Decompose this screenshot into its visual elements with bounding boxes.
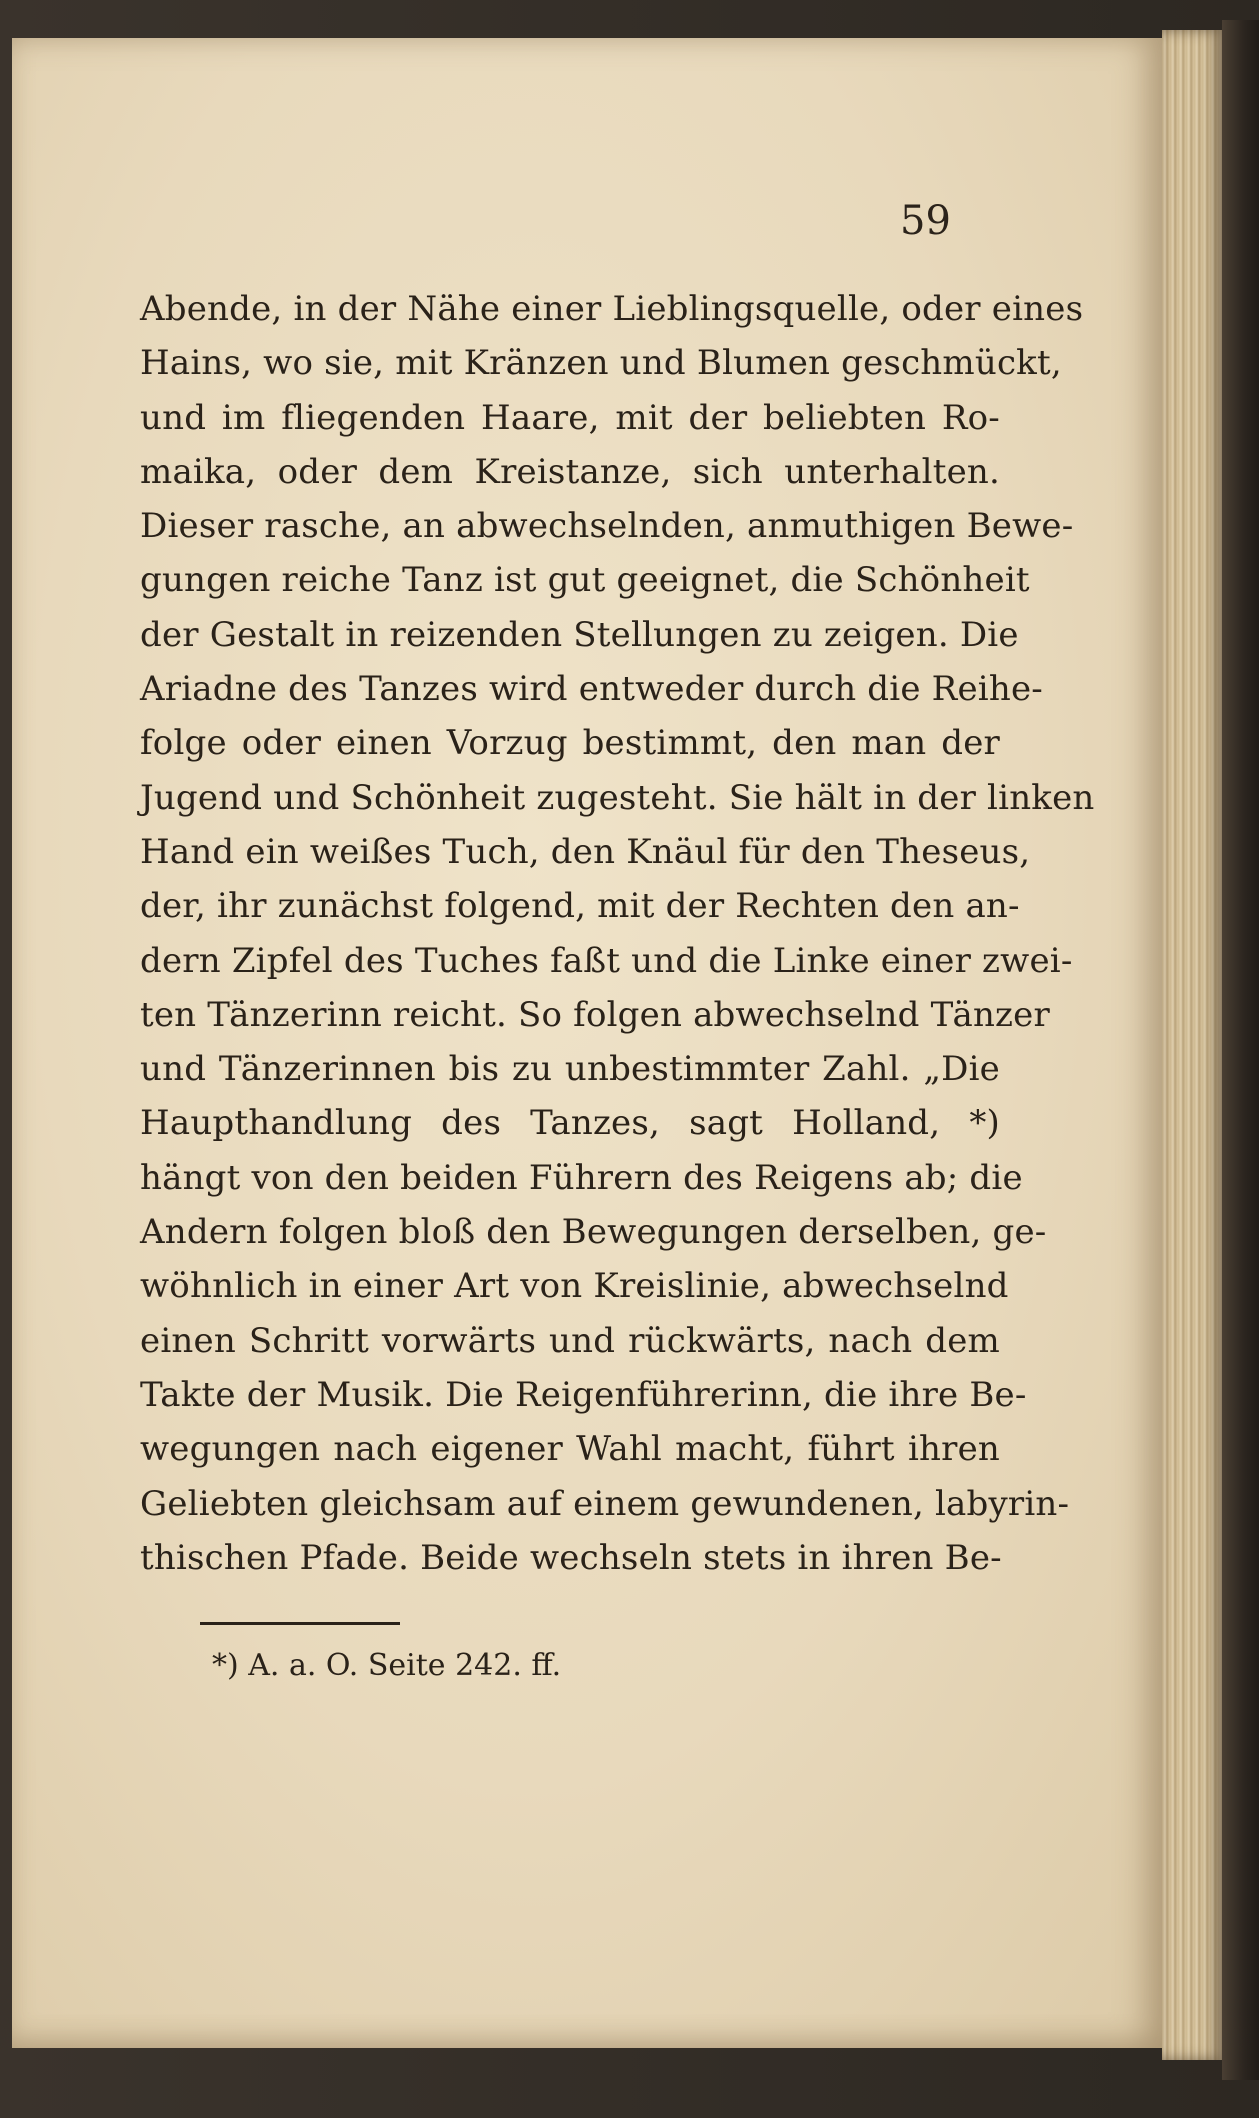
footnote-divider: [200, 1622, 400, 1625]
text-line: Abende, in der Nähe einer Lieblingsquelle, oder eines: [140, 289, 1084, 329]
body-text: [140, 282, 1095, 1585]
text-line: gungen reiche Tanz ist gut geeignet, die Schönheit: [140, 560, 1030, 601]
text-line: Hains, wo sie, mit Kränzen und Blumen geschmückt,: [140, 343, 1062, 384]
text-line: Andern folgen bloß den Bewegungen derselben, ge-: [140, 1212, 1047, 1253]
text-line: und im fliegenden Haare, mit der beliebten Ro-: [140, 397, 1000, 438]
text-line: einen Schritt vorwärts und rückwärts, nach dem: [140, 1320, 1000, 1361]
text-line: ten Tänzerinn reicht. So folgen abwechselnd Tänzer: [140, 994, 1050, 1035]
text-line: hängt von den beiden Führern des Reigens ab; die: [140, 1157, 1023, 1198]
text-line: Jugend und Schönheit zugesteht. Sie hält in der linken: [140, 777, 1095, 818]
text-line: Takte der Musik. Die Reigenführerinn, die ihre Be-: [140, 1374, 1027, 1415]
text-line: thischen Pfade. Beide wechseln stets in ihren Be-: [140, 1537, 1002, 1578]
text-line: der, ihr zunächst folgend, mit der Rechten den an-: [140, 886, 1020, 927]
text-line: dern Zipfel des Tuches faßt und die Linke einer zwei-: [140, 940, 1073, 981]
book-binding: [1222, 20, 1259, 2080]
text-line: Hand ein weißes Tuch, den Knäul für den Theseus,: [140, 831, 1031, 872]
text-line: Geliebten gleichsam auf einem gewundenen, labyrin-: [140, 1483, 1070, 1524]
text-line: wöhnlich in einer Art von Kreislinie, abwechselnd: [140, 1266, 1009, 1307]
text-line: Haupthandlung des Tanzes, sagt Holland, *): [140, 1103, 1000, 1144]
text-line: der Gestalt in reizenden Stellungen zu zeigen. Die: [140, 614, 1019, 655]
text-line: Dieser rasche, an abwechselnden, anmuthigen Bewe-: [140, 506, 1074, 547]
text-line: folge oder einen Vorzug bestimmt, den man der: [140, 723, 1000, 764]
footnote: *) A. a. O. Seite 242. ff.: [212, 1648, 562, 1683]
text-line: maika, oder dem Kreistanze, sich unterhalten.: [140, 451, 1000, 492]
page-number: 59: [900, 198, 951, 244]
text-line: wegungen nach eigener Wahl macht, führt ihren: [140, 1429, 1000, 1470]
page-edges: [1162, 30, 1222, 2060]
text-line: Ariadne des Tanzes wird entweder durch die Reihe-: [140, 669, 1043, 710]
text-line: und Tänzerinnen bis zu unbestimmter Zahl. „Die: [140, 1049, 1000, 1090]
